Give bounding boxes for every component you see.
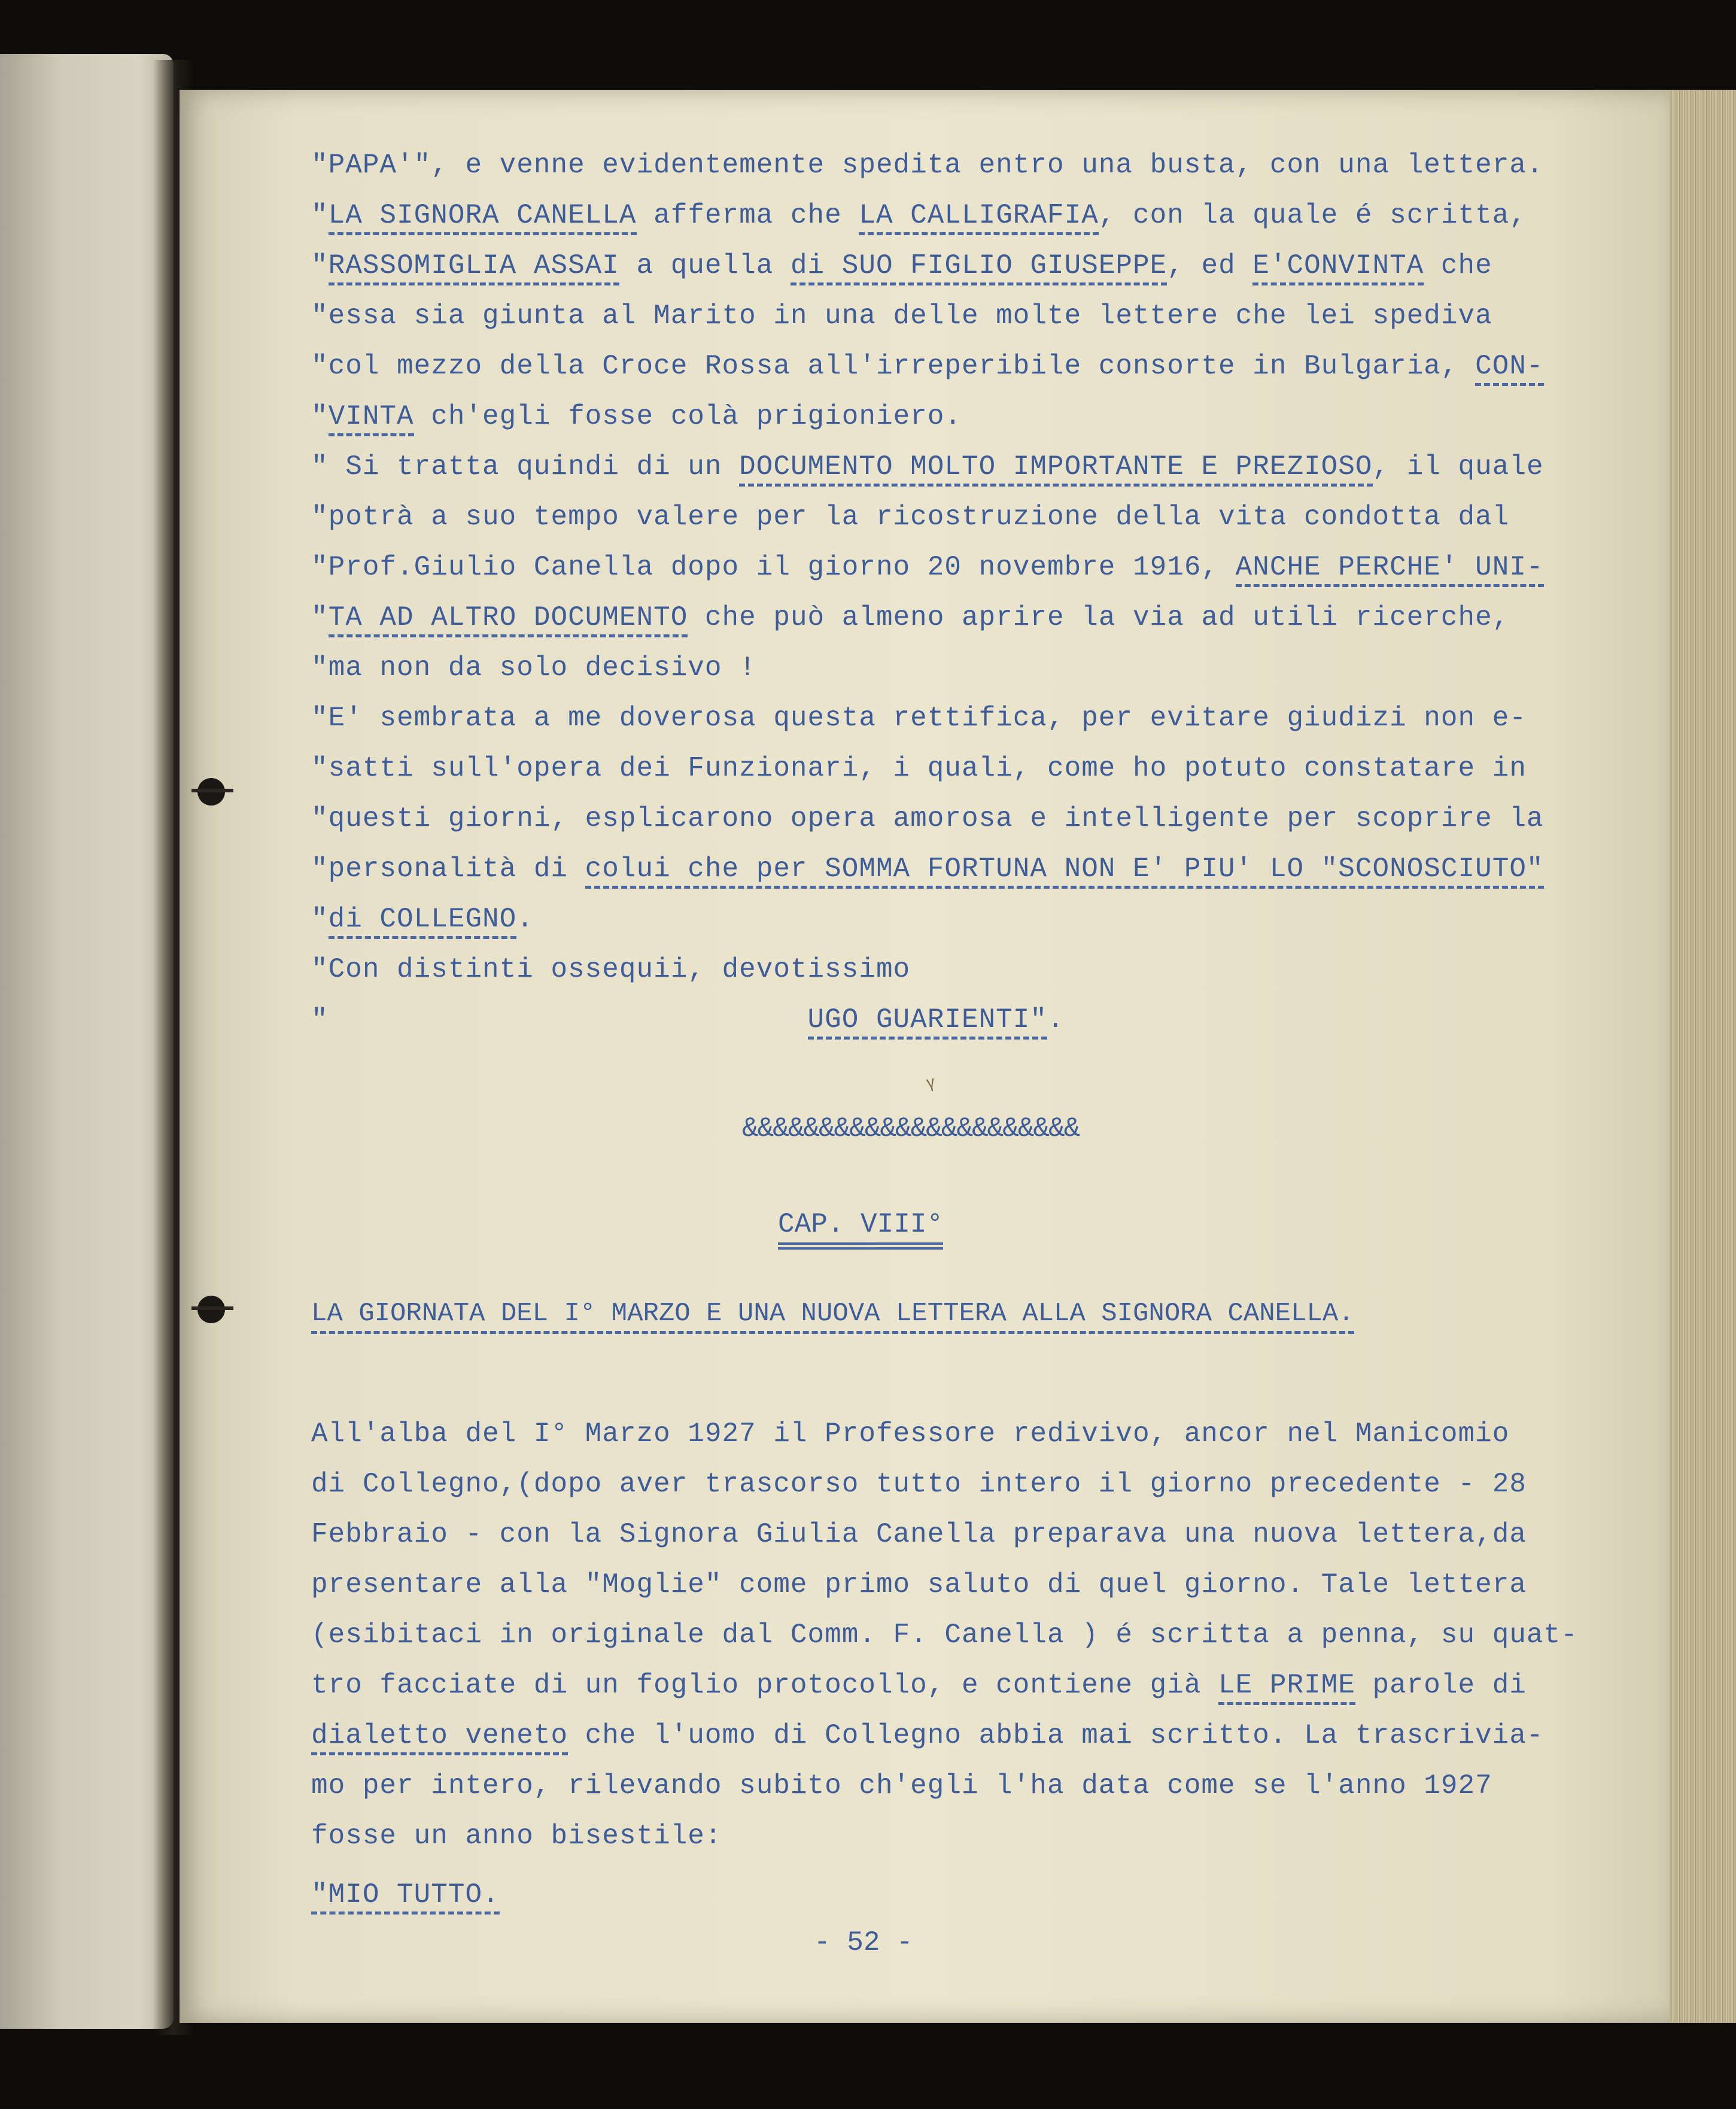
text-segment: presentare alla "Moglie" come primo saluto di quel giorno. Tale lettera [311, 1569, 1527, 1600]
text-line [311, 150, 1544, 197]
text-line [311, 300, 1492, 348]
text-segment: " [311, 1004, 808, 1035]
text-segment: " [311, 904, 329, 935]
text-line [311, 200, 1527, 248]
underlined-text: di SUO FIGLIO GIUSEPPE [791, 250, 1167, 285]
text-line [311, 351, 1544, 399]
text-line [311, 1670, 1527, 1718]
salutation: "MIO TUTTO. [311, 1879, 500, 1914]
binding-stitch-top [191, 789, 233, 792]
text-segment: "Con distinti ossequii, devotissimo [311, 954, 911, 985]
text-segment: . [1047, 1004, 1065, 1035]
underlined-text: DOCUMENTO MOLTO IMPORTANTE E PREZIOSO [739, 451, 1372, 487]
text-segment: "satti sull'opera dei Funzionari, i quali, come ho potuto constatare in [311, 753, 1527, 784]
text-segment: mo per intero, rilevando subito ch'egli l'ha data come se l'anno 1927 [311, 1770, 1492, 1801]
text-segment: a quella [619, 250, 791, 281]
text-line [311, 1519, 1527, 1567]
text-segment: " [311, 401, 329, 432]
text-line [311, 401, 962, 449]
text-segment: . [516, 904, 534, 935]
text-segment: " [311, 200, 329, 231]
text-segment: "ma non da solo decisivo ! [311, 652, 756, 683]
page-edges [1664, 90, 1736, 2023]
text-segment: , con la quale é scritta, [1098, 200, 1527, 231]
section-ornament: &&&&&&&&&&&&&&&&&&&&&& [742, 1113, 1080, 1144]
text-line [311, 1770, 1492, 1818]
text-segment: "essa sia giunta al Marito in una delle molte lettere che lei spediva [311, 300, 1492, 332]
underlined-text: colui che per SOMMA FORTUNA NON E' PIU' LO "SCONOSCIUTO" [585, 853, 1544, 889]
underlined-text: LE PRIME [1218, 1670, 1355, 1705]
underlined-text: CON- [1475, 351, 1543, 386]
text-segment: che l'uomo di Collegno abbia mai scritto. La trascrivia- [568, 1720, 1544, 1751]
text-line [311, 1418, 1509, 1466]
text-segment: ch'egli fosse colà prigioniero. [414, 401, 962, 432]
underlined-text: RASSOMIGLIA ASSAI [329, 250, 619, 285]
text-segment: parole di [1355, 1670, 1527, 1701]
text-line [311, 451, 1544, 499]
text-line [311, 652, 756, 700]
text-segment: che [1424, 250, 1492, 281]
text-segment: "col mezzo della Croce Rossa all'irreperibile consorte in Bulgaria, [311, 351, 1476, 382]
text-segment: " [311, 602, 329, 633]
underlined-text: E'CONVINTA [1252, 250, 1424, 285]
text-segment: "PAPA'", e venne evidentemente spedita entro una busta, con una lettera. [311, 150, 1544, 181]
text-line [311, 954, 910, 1002]
text-segment: All'alba del I° Marzo 1927 il Professore redivivo, ancor nel Manicomio [311, 1418, 1510, 1449]
text-segment: " Si tratta quindi di un [311, 451, 740, 482]
chapter-title: LA GIORNATA DEL I° MARZO E UNA NUOVA LETTERA ALLA SIGNORA CANELLA. [311, 1299, 1354, 1334]
text-line [311, 1821, 722, 1868]
text-line [311, 1569, 1527, 1617]
text-segment: Febbraio - con la Signora Giulia Canella preparava una nuova lettera,da [311, 1519, 1527, 1550]
binding-stitch-bottom [191, 1306, 233, 1310]
text-line [311, 853, 1544, 901]
text-segment: " [311, 250, 329, 281]
text-line [311, 904, 534, 952]
text-line [311, 502, 1509, 549]
text-segment: , il quale [1372, 451, 1544, 482]
text-segment: "Prof.Giulio Canella dopo il giorno 20 novembre 1916, [311, 552, 1236, 583]
text-segment: che può almeno aprire la via ad utili ricerche, [688, 602, 1510, 633]
underlined-text: LA SIGNORA CANELLA [329, 200, 637, 235]
chapter-heading: CAP. VIII° [778, 1209, 943, 1250]
text-line [311, 250, 1492, 298]
text-line [311, 552, 1544, 600]
text-segment: "E' sembrata a me doverosa questa rettifica, per evitare giudizi non e- [311, 703, 1527, 734]
text-segment: "potrà a suo tempo valere per la ricostruzione della vita condotta dal [311, 502, 1510, 533]
text-segment: , ed [1167, 250, 1253, 281]
underlined-text: ANCHE PERCHE' UNI- [1236, 552, 1544, 587]
text-segment: "questi giorni, esplicarono opera amorosa e intelligente per scoprire la [311, 803, 1544, 834]
underlined-text: VINTA [329, 401, 414, 436]
underlined-text: TA AD ALTRO DOCUMENTO [329, 602, 688, 637]
text-line [311, 1720, 1544, 1768]
text-line [311, 602, 1509, 650]
text-line [311, 1619, 1578, 1667]
underlined-text: LA CALLIGRAFIA [859, 200, 1098, 235]
text-line [311, 703, 1527, 750]
text-line [311, 1469, 1527, 1517]
text-segment: "personalità di [311, 853, 585, 885]
text-segment: di Collegno,(dopo aver trascorso tutto intero il giorno precedente - 28 [311, 1469, 1527, 1500]
text-line [311, 803, 1544, 851]
pencil-mark: ᵞ [922, 1072, 942, 1103]
underlined-text: UGO GUARIENTI" [808, 1004, 1047, 1040]
text-segment: afferma che [636, 200, 859, 231]
facing-page [0, 54, 174, 2029]
text-segment: (esibitaci in originale dal Comm. F. Canella ) é scritta a penna, su quat- [311, 1619, 1578, 1651]
text-line [311, 1004, 1065, 1052]
underlined-text: di COLLEGNO [329, 904, 517, 939]
text-segment: fosse un anno bisestile: [311, 1821, 722, 1852]
page-number: - 52 - [814, 1927, 913, 1958]
salutation-block [311, 1879, 1598, 1910]
text-segment: tro facciate di un foglio protocollo, e contiene già [311, 1670, 1219, 1701]
text-line [311, 753, 1527, 801]
underlined-text: dialetto veneto [311, 1720, 568, 1755]
